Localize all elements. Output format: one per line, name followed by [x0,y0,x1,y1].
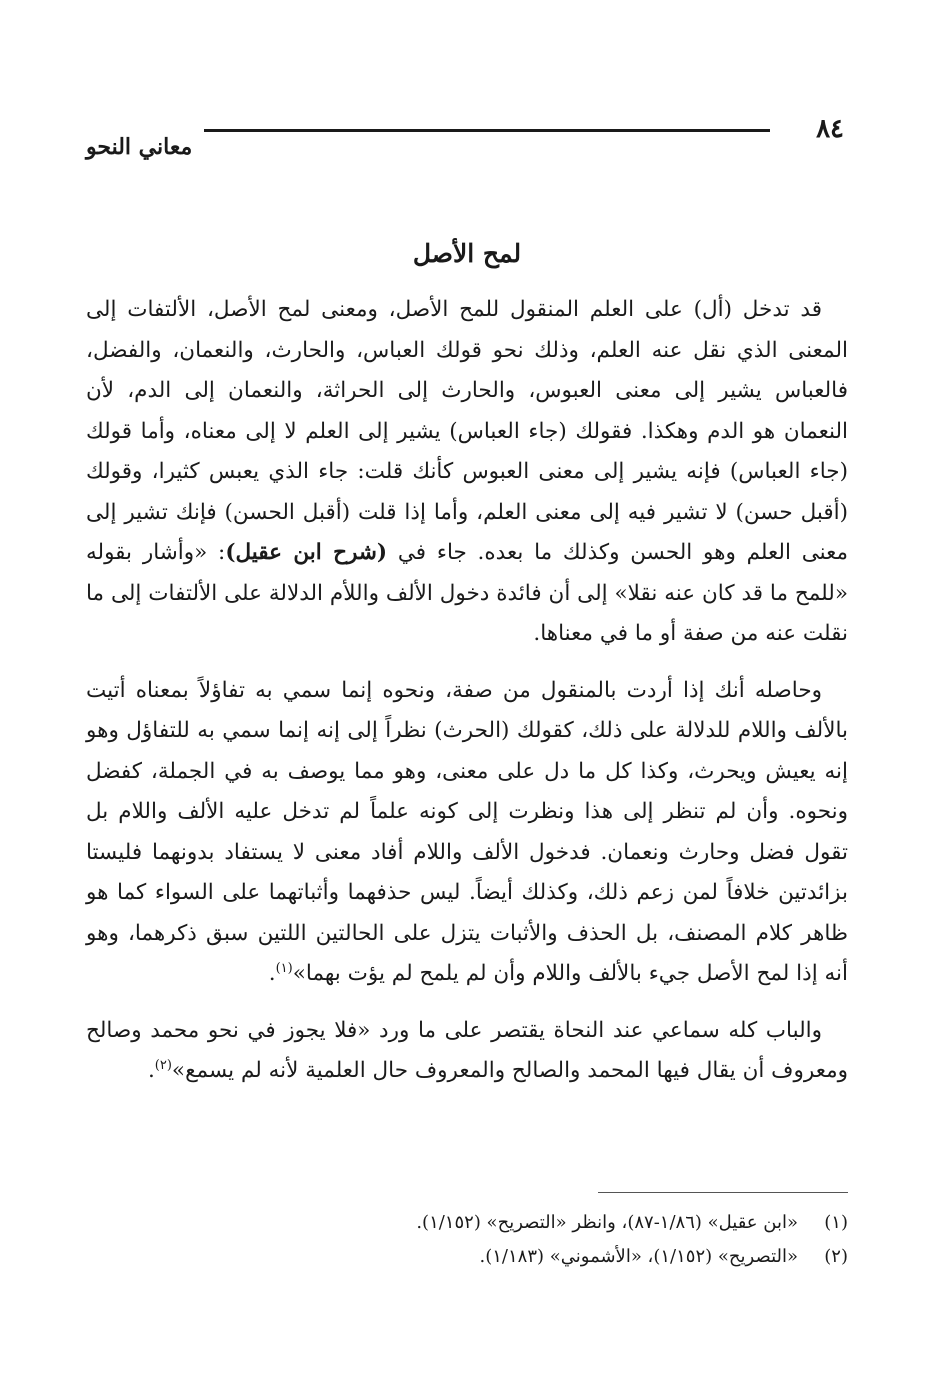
paragraph-1-text: قد تدخل (أل) على العلم المنقول للمح الأصل، ومعنى لمح الأصل، الألتفات إلى المعنى الذي نقل عنه العلم، وذلك نحو قولك العباس، والحارث، والنعمان، والفضل، فالعباس يشير إلى معنى العبوس، والحارث إلى الحراثة، والنعمان إلى الدم، لأن النعمان هو الدم وهكذا. فقولك (جاء العباس) يشير إلى العلم لا إلى معناه، وأما قولك (جاء العباس) فإنه يشير إلى معنى العبوس كأنك قلت: جاء الذي يعبس كثيرا، وقولك (أقبل حسن) لا تشير فيه إلى معنى العلم، وأما إذا قلت (أقبل الحسن) فإنك تشير إلى معنى العلم وهو الحسن وكذلك ما بعده. جاء في [86,297,848,565]
paragraph-3-tail: . [147,1058,155,1083]
page-header [86,112,848,160]
footnote-text: «التصريح» (١/١٥٢)، «الأشموني» (١/١٨٣). [479,1246,798,1267]
footnote-marker-2: (٢) [154,1057,172,1073]
paragraph-2-text: وحاصله أنك إذا أردت بالمنقول من صفة، ونحوه إنما سمي به تفاؤلاً بمعناه أتيت بالألف واللام للدلالة على ذلك، كقولك (الحرث) نظراً إلى إنه إنما سمي به للتفاؤل وهو إنه يعيش ويحرث، وكذا كل ما دل على معنى، وهو مما يوصف به في الجملة، كفضل ونحوه. وأن لم تنظر إلى هذا ونظرت إلى كونه علماً لم تدخل عليه الألف واللام بل تقول فضل وحارث ونعمان. فدخول الألف واللام أفاد معنى لا يستفاد بدونهما فليستا بزائدتين خلافاً لمن زعم ذلك، وكذلك أيضاً. ليس حذفهما وأثباتهما على السواء كما هو ظاهر كلام المصنف، بل الحذف والأثبات يتزل على الحالتين اللتين سبق ذكرهما، وهو أنه إذا لمح الأصل جيء بالألف واللام وأن لم يلمح لم يؤت بهما» [86,677,848,986]
section-heading: لمح الأصل [412,239,522,268]
bold-reference: (شرح ابن عقيل) [225,540,388,565]
running-title: معاني النحو [86,134,193,160]
page-number: ٨٤ [816,114,844,144]
footnote-separator [598,1192,848,1193]
header-rule [204,129,770,132]
footnote-1 [86,1206,848,1240]
paragraph-3 [86,1011,848,1092]
footnote-marker-1: (١) [275,960,293,976]
footnote-text: «ابن عقيل» (١/٨٦-٨٧)، وانظر «التصريح» (١/١٥٢). [416,1212,798,1233]
paragraph-2-tail: . [268,961,276,986]
paragraph-1-text-after: : «وأشار بقوله «للمح ما قد كان عنه نقلا» إلى أن فائدة دخول الألف واللأم الدلالة على الألتفات إلى ما نقلت عنه من صفة أو ما في معناها. [86,540,848,646]
paragraph-2 [86,671,848,995]
footnotes [86,1206,848,1274]
footnote-number: (١) [824,1212,848,1233]
footnote-2 [86,1240,848,1274]
paragraph-3-text: والباب كله سماعي عند النحاة يقتصر على ما ورد «فلا يجوز في نحو محمد وصالح ومعروف أن يقال فيها المحمد والصالح والمعروف حال العلمية لأنه لم يسمع» [86,1017,848,1083]
footnote-number: (٢) [824,1246,848,1267]
paragraph-1 [86,290,848,655]
page-content [86,232,848,1108]
